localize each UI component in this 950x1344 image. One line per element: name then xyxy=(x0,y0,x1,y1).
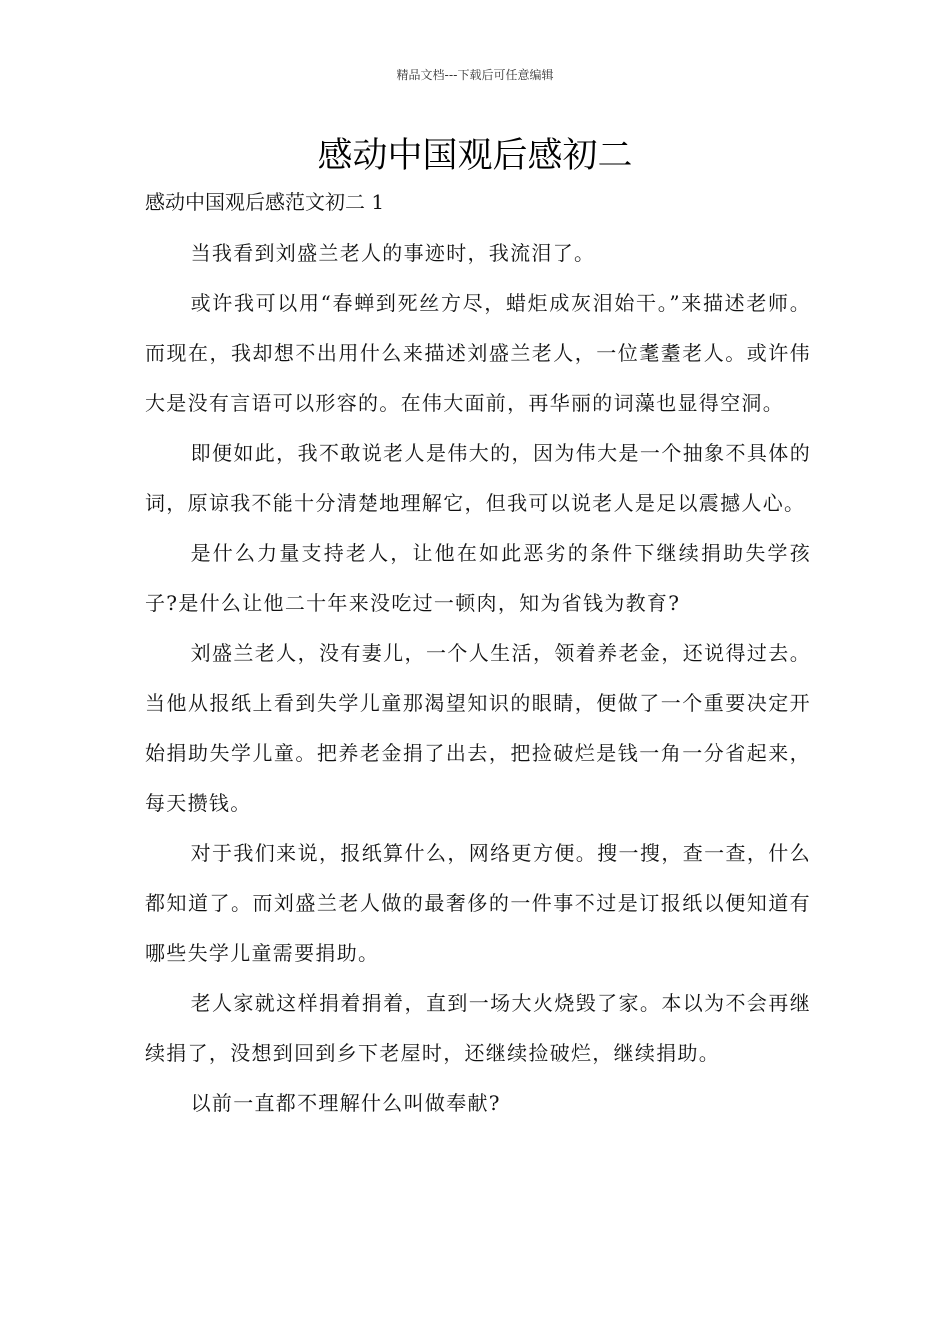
paragraph-6: 对于我们来说，报纸算什么，网络更方便。搜一搜，查一查，什么都知道了。而刘盛兰老人做的最奢侈的一件事不过是订报纸以便知道有哪些失学儿童需要捐助。 xyxy=(145,841,811,965)
paragraph-5: 刘盛兰老人，没有妻儿，一个人生活，领着养老金，还说得过去。当他从报纸上看到失学儿童那渴望知识的眼睛，便做了一个重要决定开始捐助失学儿童。把养老金捐了出去，把捡破烂是钱一角一分省起来，每天攒钱。 xyxy=(145,641,811,815)
document-title: 感动中国观后感初二 xyxy=(317,136,633,176)
paragraph-3: 即便如此，我不敢说老人是伟大的，因为伟大是一个抽象不具体的词，原谅我不能十分清楚地理解它，但我可以说老人是足以震撼人心。 xyxy=(145,441,811,515)
document-body xyxy=(145,228,811,1128)
paragraph-1: 当我看到刘盛兰老人的事迹时，我流泪了。 xyxy=(190,241,596,265)
page-header-note: 精品文档---下载后可任意编辑 xyxy=(396,68,554,82)
paragraph-4: 是什么力量支持老人，让他在如此恶劣的条件下继续捐助失学孩子?是什么让他二十年来没吃过一顿肉，知为省钱为教育? xyxy=(145,541,811,615)
paragraph-7: 老人家就这样捐着捐着，直到一场大火烧毁了家。本以为不会再继续捐了，没想到回到乡下老屋时，还继续捡破烂，继续捐助。 xyxy=(145,991,811,1065)
paragraph-8: 以前一直都不理解什么叫做奉献? xyxy=(190,1091,501,1115)
section-subtitle: 感动中国观后感范文初二 1 xyxy=(145,190,385,214)
paragraph-2: 或许我可以用“春蝉到死丝方尽，蜡炬成灰泪始干。”来描述老师。而现在，我却想不出用什么来描述刘盛兰老人，一位耄耋老人。或许伟大是没有言语可以形容的。在伟大面前，再华丽的词藻也显得空洞。 xyxy=(145,291,811,415)
